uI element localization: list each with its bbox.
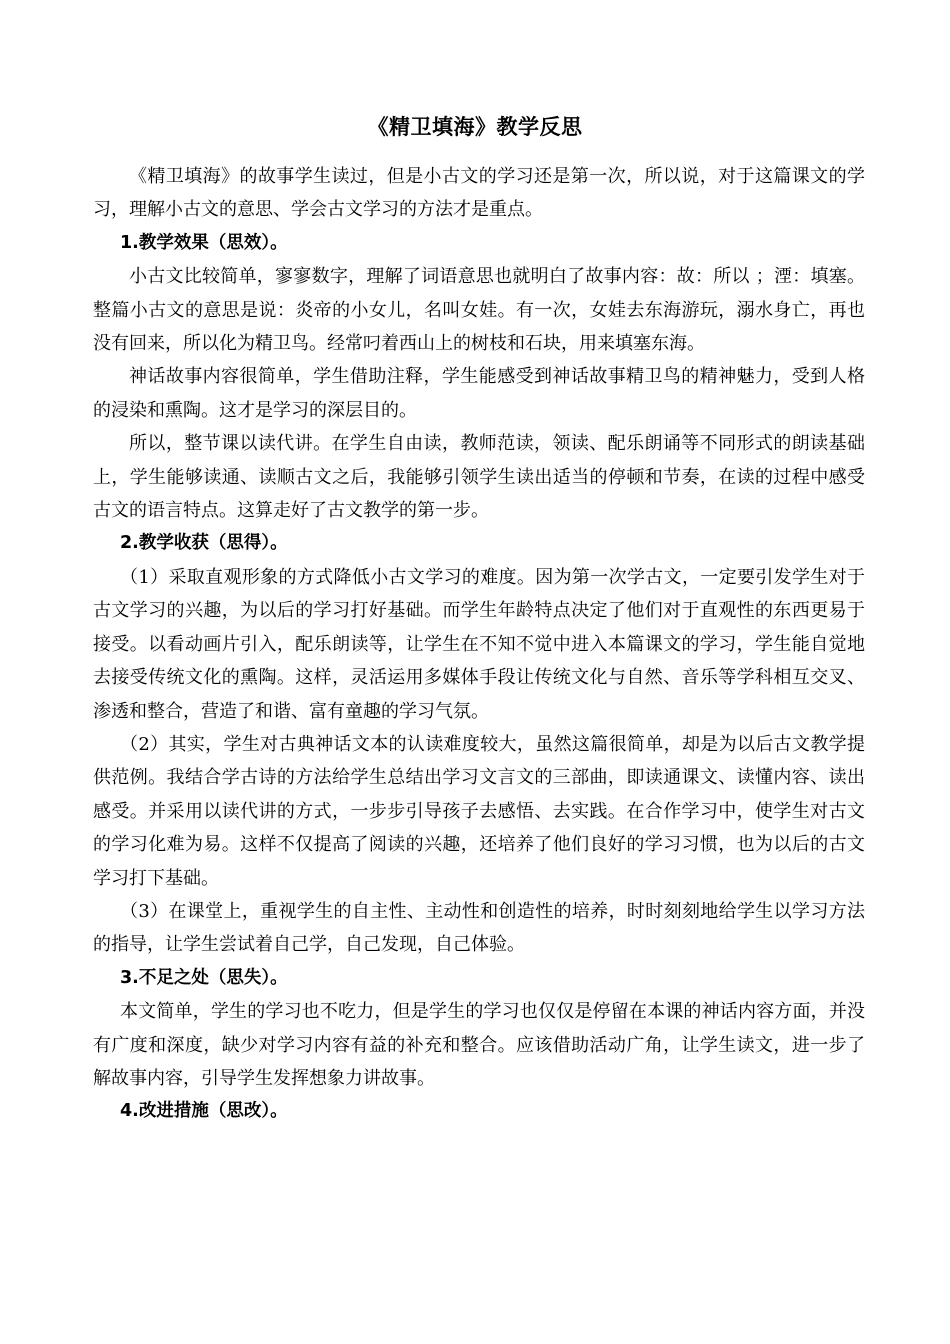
section-heading-gains: 2.教学收获（思得）。 xyxy=(120,533,288,554)
document-body xyxy=(93,160,865,1129)
body-paragraph: （2）其实，学生对古典神话文本的认读难度较大，虽然这篇很简单，却是为以后古文教学提供范例。我结合学古诗的方法给学生总结出学习文言文的三部曲，即读通课文、读懂内容、读出感受。并采用以读代讲的方式，一步步引导孩子去感悟、去实践。在合作学习中，使学生对古文的学习化难为易。这样不仅提高了阅读的兴趣，还培养了他们良好的学习习惯，也为以后的古文学习打下基础。 xyxy=(93,733,865,889)
body-paragraph: 本文简单，学生的学习也不吃力，但是学生的学习也仅仅是停留在本课的神话内容方面，并没有广度和深度，缺少对学习内容有益的补充和整合。应该借助活动广角，让学生读文，进一步了解故事内容，引导学生发挥想象力讲故事。 xyxy=(93,1001,865,1089)
intro-paragraph: 《精卫填海》的故事学生读过，但是小古文的学习还是第一次，所以说，对于这篇课文的学习，理解小古文的意思、学会古文学习的方法才是重点。 xyxy=(93,166,865,221)
body-paragraph: 神话故事内容很简单，学生借助注释，学生能感受到神话故事精卫鸟的精神魅力，受到人格的浸染和熏陶。这才是学习的深层目的。 xyxy=(93,366,865,421)
section-heading-effect: 1.教学效果（思效）。 xyxy=(120,232,288,253)
body-paragraph: 所以，整节课以读代讲。在学生自由读，教师范读，领读、配乐朗诵等不同形式的朗读基础上，学生能够读通、读顺古文之后，我能够引领学生读出适当的停顿和节奏，在读的过程中感受古文的语言特点。这算走好了古文教学的第一步。 xyxy=(93,433,865,522)
section-heading-improvements: 4.改进措施（思改）。 xyxy=(120,1101,288,1122)
section-heading-shortcomings: 3.不足之处（思失）。 xyxy=(120,967,288,988)
body-paragraph: 小古文比较简单，寥寥数字，理解了词语意思也就明白了故事内容：故：所以 ；湮：填塞。整篇小古文的意思是说：炎帝的小女儿，名叫女娃。有一次，女娃去东海游玩，溺水身亡，再也没有回来，所以化为精卫鸟。经常叼着西山上的树枝和石块，用来填塞东海。 xyxy=(93,266,865,355)
body-paragraph: （1）采取直观形象的方式降低小古文学习的难度。因为第一次学古文，一定要引发学生对于古文学习的兴趣，为以后的学习打好基础。而学生年龄特点决定了他们对于直观性的东西更易于接受。以看动画片引入，配乐朗读等，让学生在不知不觉中进入本篇课文的学习，学生能自觉地去接受传统文化的熏陶。这样，灵活运用多媒体手段让传统文化与自然、音乐等学科相互交叉、渗透和整合，营造了和谐、富有童趣的学习气氛。 xyxy=(93,566,865,722)
body-paragraph: （3）在课堂上，重视学生的自主性、主动性和创造性的培养，时时刻刻地给学生以学习方法的指导，让学生尝试着自己学，自己发现，自己体验。 xyxy=(93,900,865,956)
page-title: 《精卫填海》教学反思 xyxy=(367,115,583,139)
